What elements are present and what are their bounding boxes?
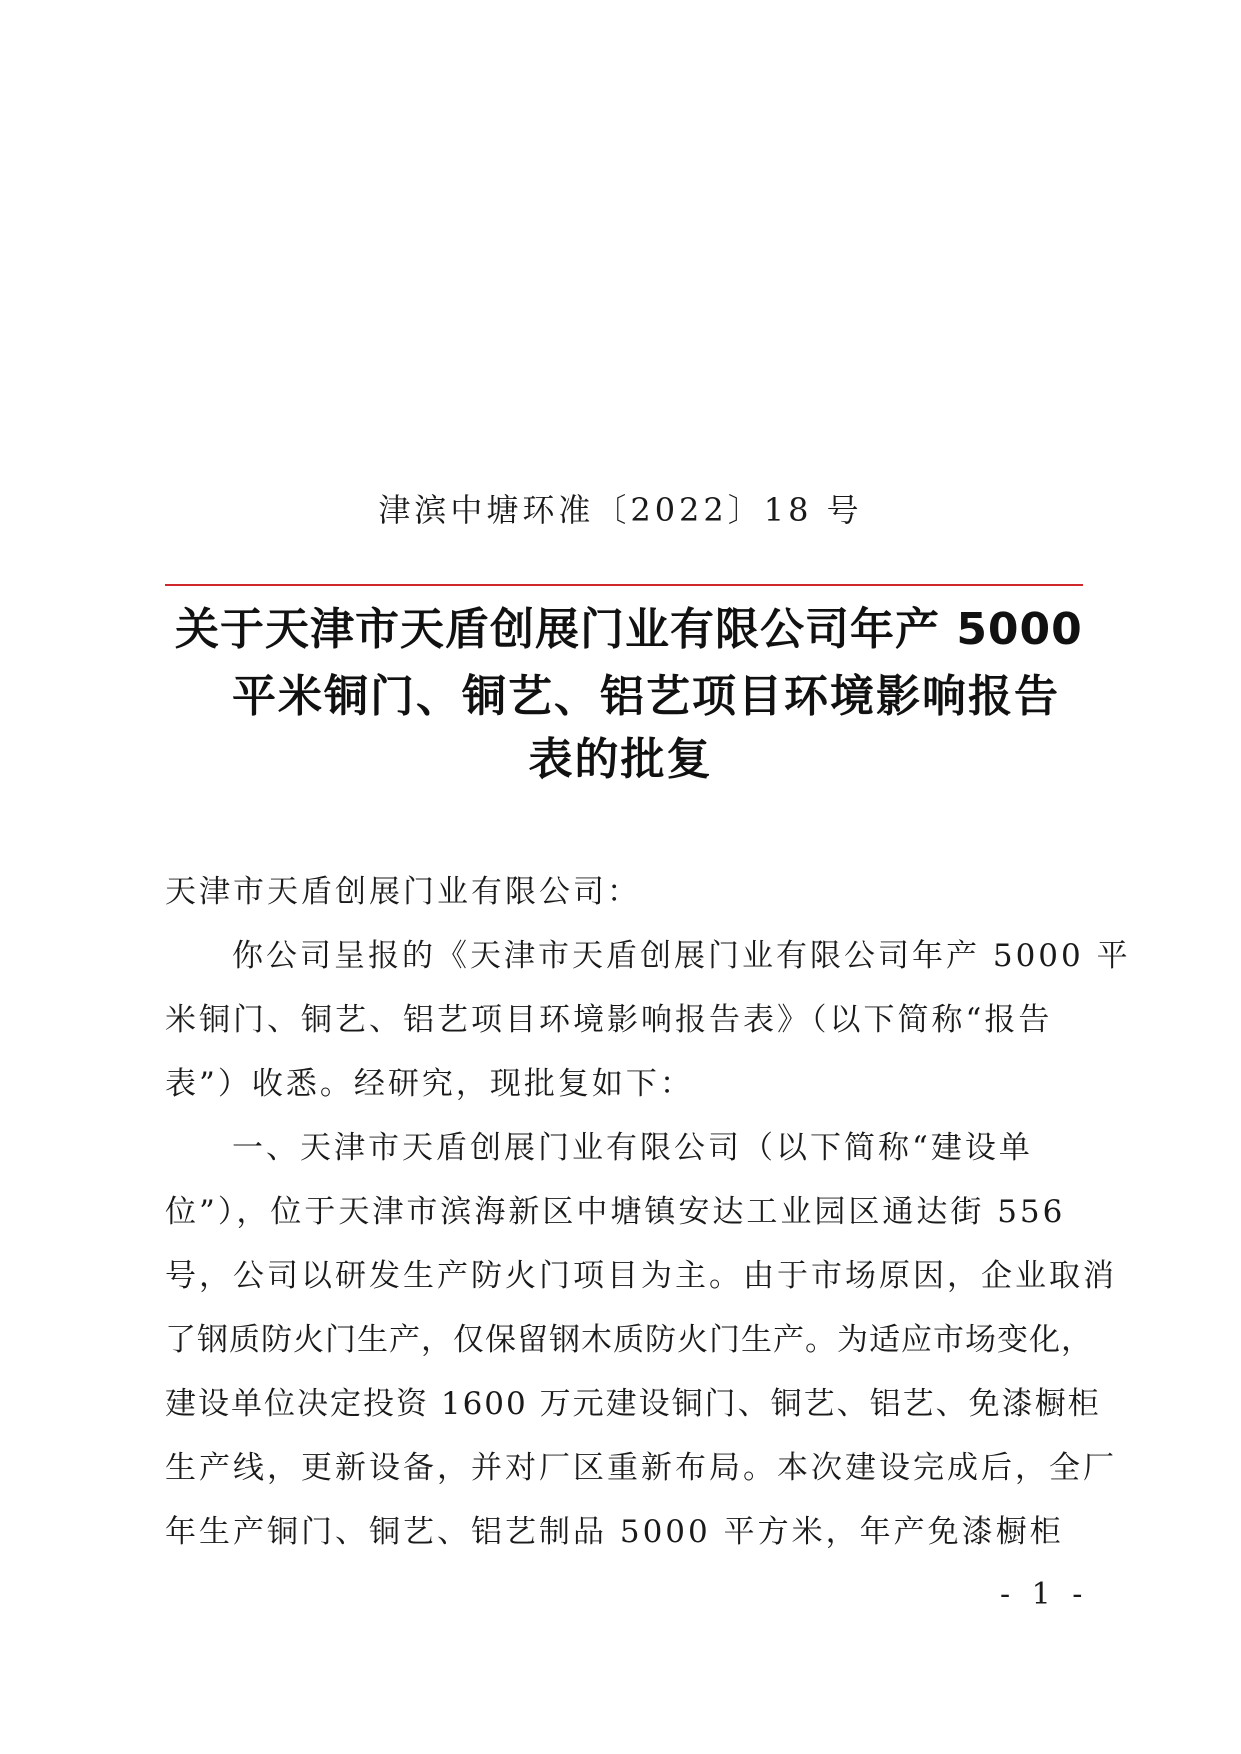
paragraph-line: 米铜门、铜艺、铝艺项目环境影响报告表》（以下简称“报告 bbox=[165, 1002, 1053, 1038]
paragraph-line: 一、天津市天盾创展门业有限公司（以下简称“建设单 bbox=[232, 1130, 1033, 1166]
title-line-3: 表的批复 bbox=[528, 734, 713, 785]
paragraph-line: 号，公司以研发生产防火门项目为主。由于市场原因，企业取消 bbox=[165, 1258, 1117, 1294]
document-number: 津滨中塘环准〔2022〕18 号 bbox=[378, 491, 863, 529]
addressee: 天津市天盾创展门业有限公司： bbox=[165, 874, 641, 910]
title-line-1: 关于天津市天盾创展门业有限公司年产 5000 bbox=[175, 604, 1083, 655]
page-number: - 1 - bbox=[1000, 1577, 1089, 1612]
paragraph-line: 你公司呈报的《天津市天盾创展门业有限公司年产 5000 平 bbox=[232, 938, 1131, 974]
paragraph-line: 了钢质防火门生产，仅保留钢木质防火门生产。为适应市场变化， bbox=[165, 1322, 1093, 1358]
paragraph-line: 年生产铜门、铜艺、铝艺制品 5000 平方米，年产免漆橱柜 bbox=[165, 1514, 1064, 1550]
paragraph-line: 位”），位于天津市滨海新区中塘镇安达工业园区通达街 556 bbox=[165, 1194, 1066, 1230]
paragraph-line: 建设单位决定投资 1600 万元建设铜门、铜艺、铝艺、免漆橱柜 bbox=[165, 1386, 1101, 1422]
paragraph-line: 表”）收悉。经研究，现批复如下： bbox=[165, 1066, 694, 1102]
paragraph-line: 生产线，更新设备，并对厂区重新布局。本次建设完成后，全厂 bbox=[165, 1450, 1117, 1486]
title-line-2: 平米铜门、铜艺、铝艺项目环境影响报告 bbox=[232, 671, 1060, 722]
red-separator-rule bbox=[165, 584, 1083, 586]
